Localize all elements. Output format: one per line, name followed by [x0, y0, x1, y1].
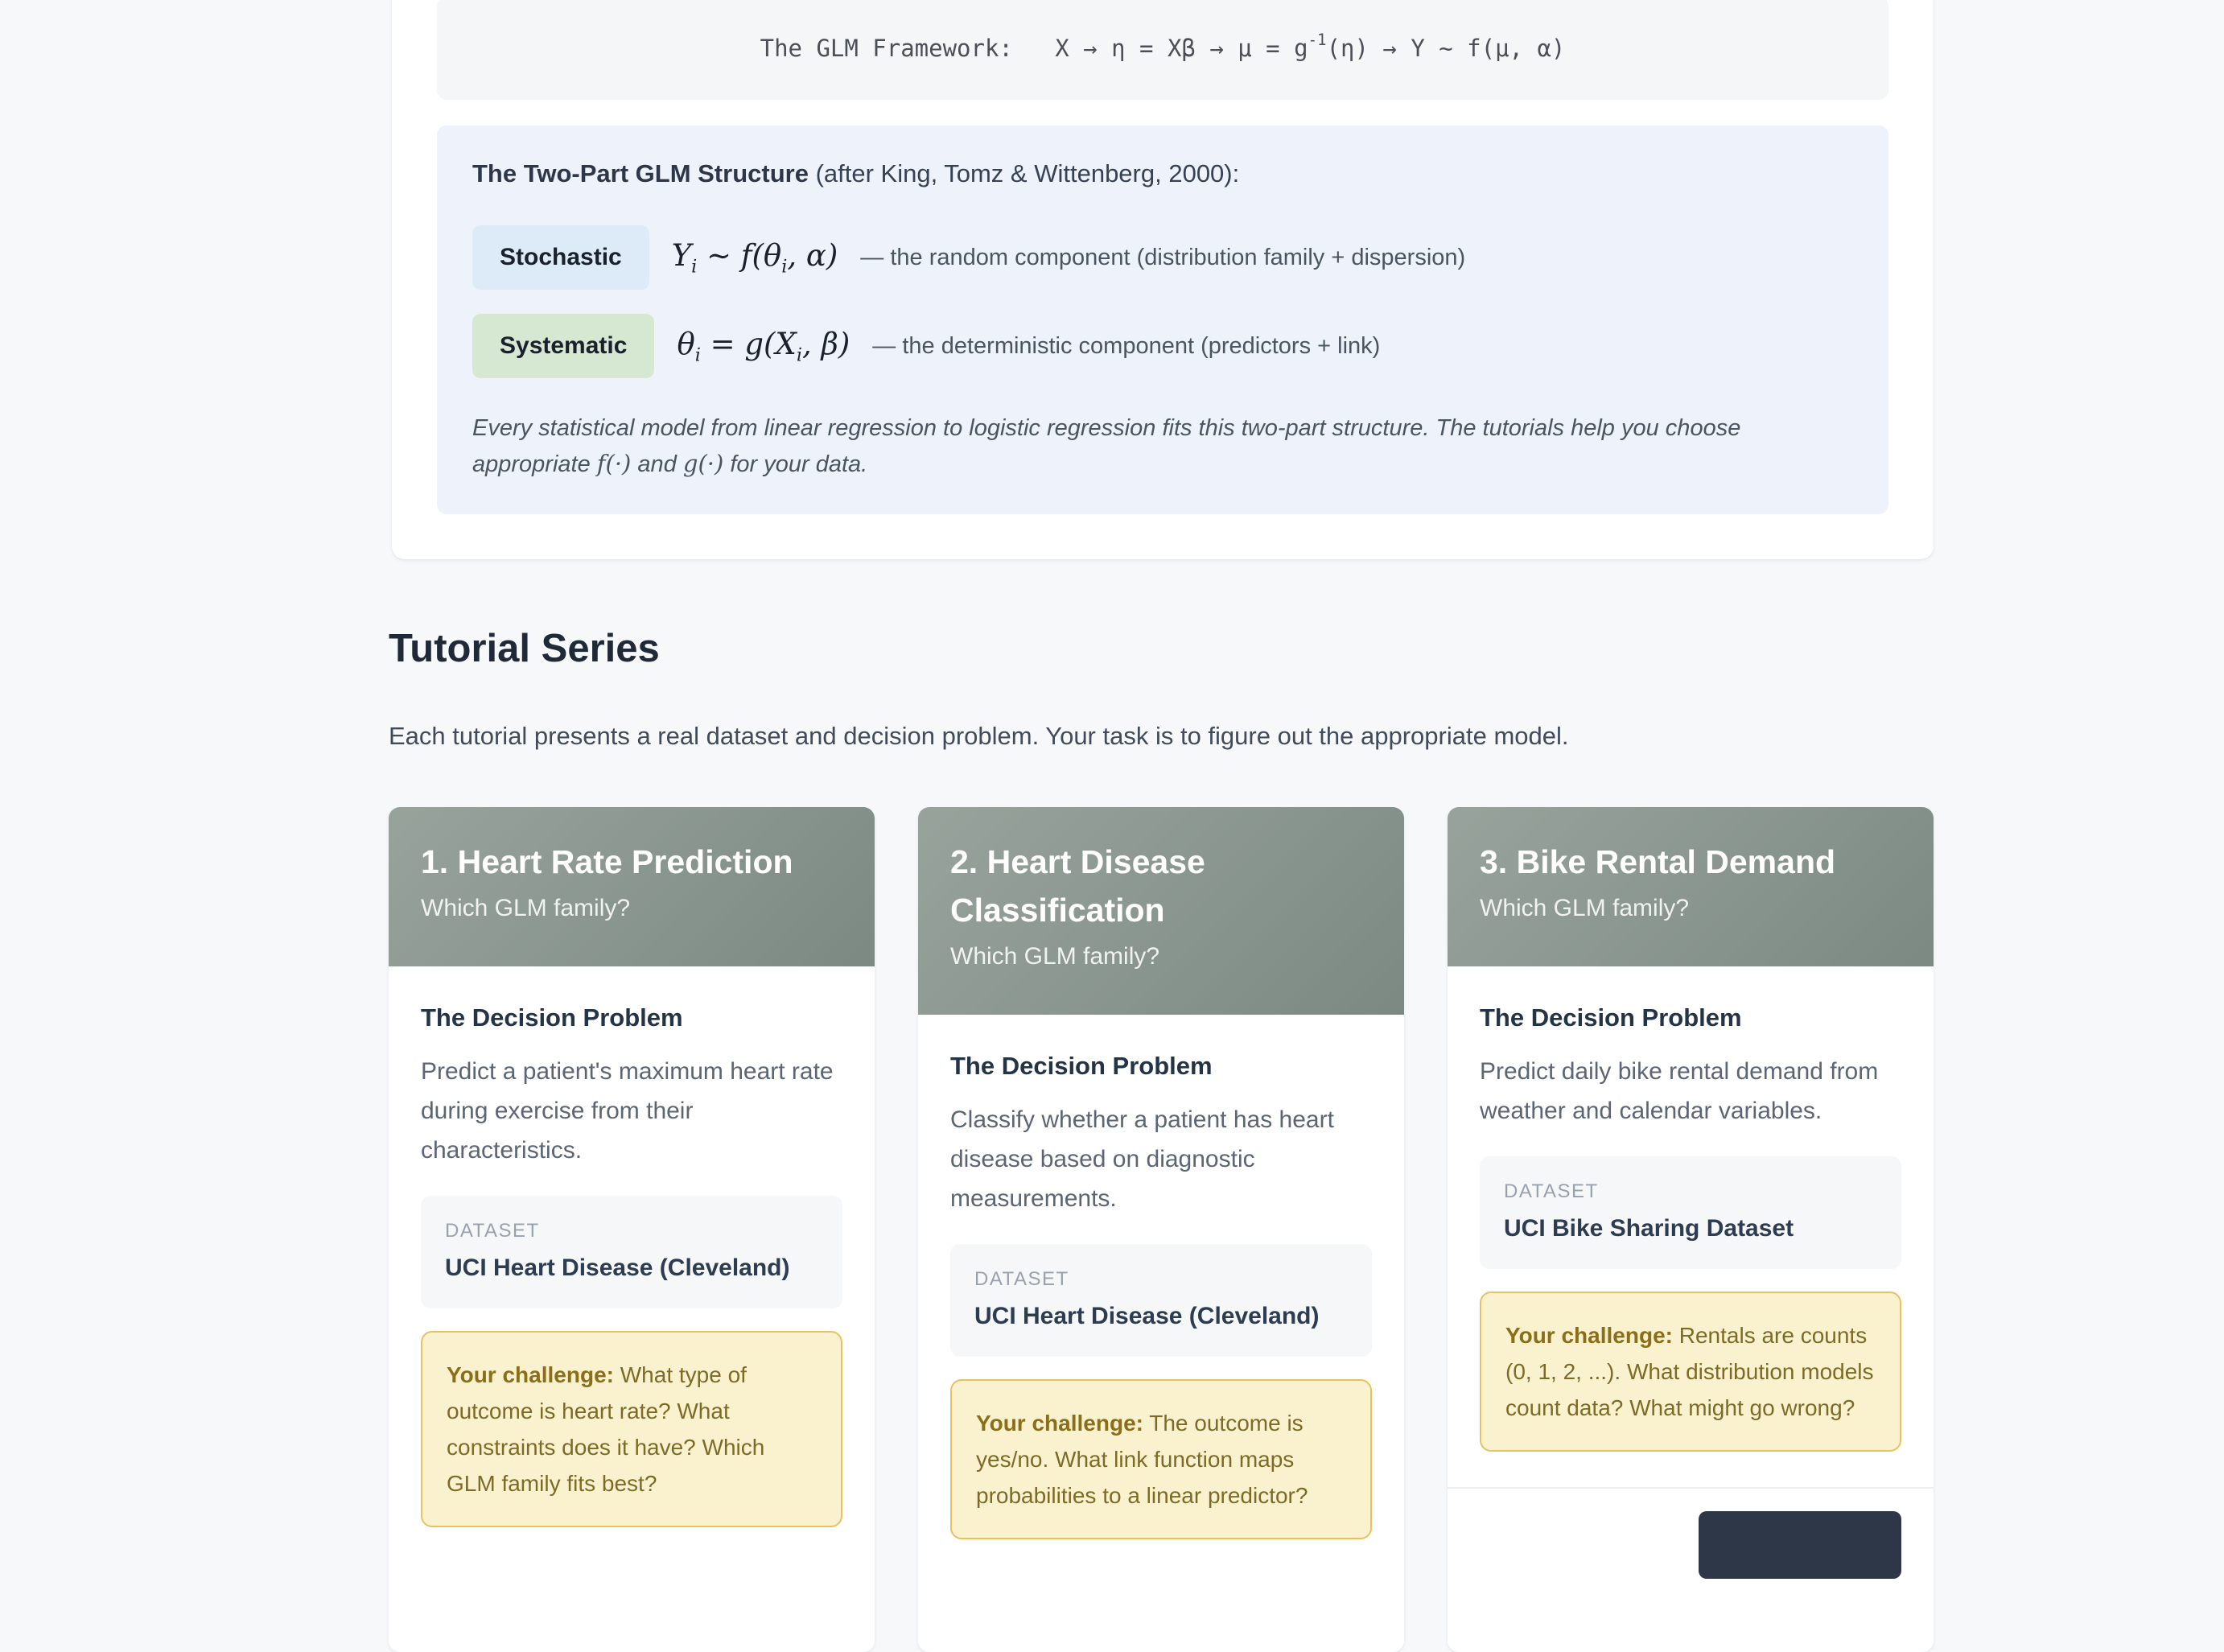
card-subtitle: Which GLM family?	[950, 943, 1160, 970]
structure-footnote: Every statistical model from linear regression to logistic regression fits this two-part structure. The tutorials help you choose appropriate f(·) and g(·) for your data.	[472, 415, 1741, 477]
structure-panel-title	[472, 158, 1853, 190]
dataset-label: DATASET	[974, 1268, 1069, 1290]
tutorial-series-intro: Each tutorial presents a real dataset and decision problem. Your task is to figure out the appropriate model.	[389, 722, 1569, 750]
tutorial-cards-grid	[389, 807, 1934, 1652]
note-g-math: g(·)	[682, 450, 724, 477]
decision-problem-description: Predict a patient's maximum heart rate during exercise from their characteristics.	[421, 1058, 834, 1164]
card-subtitle: Which GLM family?	[1480, 895, 1690, 921]
systematic-equation: $\theta_i = g(X_i$, β)	[677, 326, 850, 366]
challenge-box	[1480, 1292, 1901, 1452]
challenge-text: The outcome is yes/no. What link function maps probabilities to a linear predictor?	[976, 1411, 1308, 1508]
tutorial-series-heading: Tutorial Series	[389, 627, 660, 670]
dataset-value: UCI Bike Sharing Dataset	[1504, 1215, 1794, 1242]
card-header	[918, 807, 1404, 1015]
challenge-label: Your challenge:	[1505, 1323, 1673, 1348]
dataset-label: DATASET	[445, 1220, 540, 1242]
stochastic-equation: $Y_i$ ∼ $f(\theta_i$, α)	[671, 237, 838, 278]
dataset-box	[950, 1244, 1372, 1357]
systematic-row	[472, 314, 1853, 378]
card-title: 1. Heart Rate Prediction	[421, 843, 793, 880]
stochastic-badge: Stochastic	[472, 225, 649, 290]
challenge-label: Your challenge:	[976, 1411, 1143, 1436]
card-header	[1448, 807, 1934, 966]
systematic-description: — the deterministic component (predictors + link)	[872, 332, 1381, 359]
stochastic-description: — the random component (distribution family + dispersion)	[860, 244, 1466, 270]
framework-formula-pre: X → η = Xβ → μ = g	[1055, 35, 1308, 62]
challenge-label: Your challenge:	[447, 1362, 614, 1387]
dataset-value: UCI Heart Disease (Cleveland)	[445, 1254, 790, 1281]
challenge-box	[950, 1379, 1372, 1539]
tutorial-card-heart-rate	[389, 807, 875, 1652]
decision-problem-heading: The Decision Problem	[421, 1003, 683, 1032]
structure-title-rest: (after King, Tomz & Wittenberg, 2000):	[808, 159, 1240, 187]
structure-title-bold: The Two-Part GLM Structure	[472, 159, 809, 187]
dataset-box	[1480, 1156, 1901, 1269]
stochastic-row	[472, 225, 1853, 290]
card-body	[918, 1015, 1404, 1539]
note-f-math: f(·)	[596, 450, 632, 477]
card-header	[389, 807, 875, 966]
card-title: 3. Bike Rental Demand	[1480, 843, 1836, 880]
framework-label: The GLM Framework:	[760, 35, 1056, 62]
dataset-value: UCI Heart Disease (Cleveland)	[974, 1303, 1320, 1329]
decision-problem-description: Classify whether a patient has heart disease based on diagnostic measurements.	[950, 1106, 1334, 1212]
decision-problem-heading: The Decision Problem	[950, 1052, 1213, 1080]
tutorial-card-bike-rental	[1448, 807, 1934, 1652]
card-body	[389, 966, 875, 1527]
framework-formula-sup: -1	[1308, 30, 1327, 49]
dataset-box	[421, 1196, 842, 1308]
card-body	[1448, 966, 1934, 1452]
framework-formula-post: (η) → Y ~ f(μ, α)	[1326, 35, 1566, 62]
challenge-box	[421, 1331, 842, 1527]
card-footer	[1448, 1487, 1934, 1601]
two-part-structure-panel	[437, 126, 1888, 514]
glm-framework-formula	[437, 0, 1888, 100]
challenge-text: What type of outcome is heart rate? What constraints does it have? Which GLM family fits best?	[447, 1362, 765, 1496]
challenge-text: Rentals are counts (0, 1, 2, ...). What distribution models count data? What might go wrong?	[1505, 1323, 1874, 1420]
glm-framework-card	[392, 0, 1934, 559]
tutorial-card-heart-disease	[918, 807, 1404, 1652]
systematic-badge: Systematic	[472, 314, 654, 378]
decision-problem-description: Predict daily bike rental demand from weather and calendar variables.	[1480, 1058, 1879, 1124]
card-subtitle: Which GLM family?	[421, 895, 631, 921]
dataset-label: DATASET	[1504, 1180, 1599, 1202]
decision-problem-heading: The Decision Problem	[1480, 1003, 1742, 1032]
card-footer-button[interactable]	[1699, 1511, 1901, 1579]
card-title: 2. Heart Disease Classification	[950, 843, 1205, 929]
